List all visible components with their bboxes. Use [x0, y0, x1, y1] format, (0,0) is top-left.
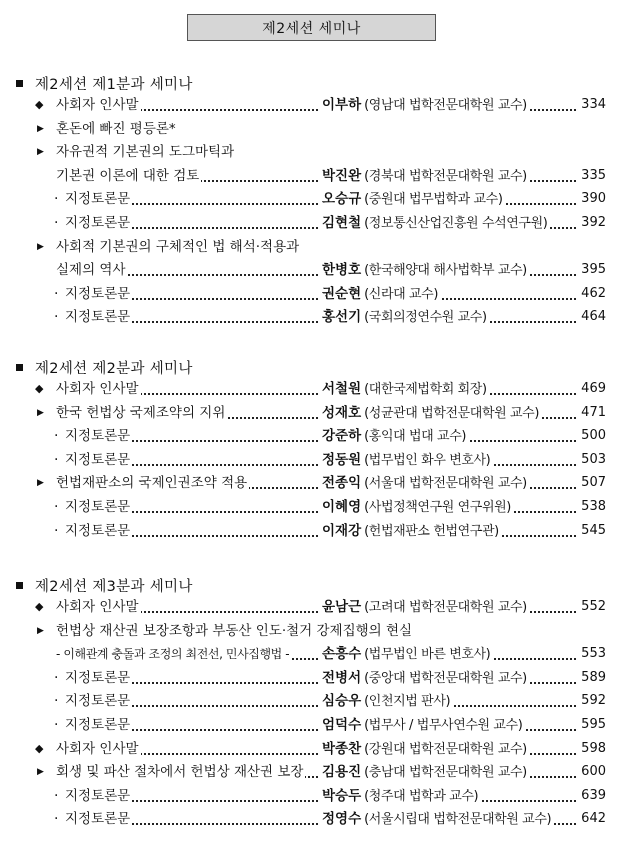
author-affiliation: (충남대 법학전문대학원 교수) — [364, 765, 527, 781]
author — [322, 95, 529, 115]
author-affiliation: (헌법재판소 헌법연구관) — [364, 523, 499, 539]
toc-entry[interactable] — [0, 166, 618, 186]
toc-entry[interactable] — [0, 597, 618, 617]
toc-entry[interactable] — [0, 668, 618, 688]
page-number[interactable]: 462 — [578, 284, 606, 304]
toc-entry[interactable] — [0, 739, 618, 759]
toc-entry[interactable] — [0, 497, 618, 517]
author-name: 박진완 — [322, 167, 362, 184]
page-number[interactable]: 598 — [578, 739, 606, 759]
page-number[interactable]: 589 — [578, 668, 606, 688]
toc-entry[interactable] — [0, 786, 618, 806]
page-number[interactable]: 507 — [578, 473, 606, 493]
diamond-bullet-icon: ◆ — [35, 98, 44, 111]
author-name: 오승규 — [322, 191, 362, 208]
author — [322, 521, 501, 541]
author — [322, 403, 541, 423]
page-number[interactable]: 500 — [578, 426, 606, 446]
triangle-bullet-icon: ▶ — [37, 478, 44, 489]
page-number[interactable]: 471 — [578, 403, 606, 423]
toc-entry[interactable] — [0, 95, 618, 115]
dot-bullet-icon: · — [54, 717, 59, 733]
dot-bullet-icon: · — [54, 693, 59, 710]
toc-entry[interactable] — [0, 644, 618, 664]
toc-entry[interactable] — [0, 379, 618, 399]
author-affiliation: (서울대 법학전문대학원 교수) — [364, 476, 527, 492]
entry-title: 지정토론문 — [65, 215, 131, 231]
author — [322, 450, 492, 470]
author-name: 손흥수 — [322, 646, 362, 663]
author-name: 홍선기 — [322, 309, 362, 326]
author-affiliation: (강원대 법학전문대학원 교수) — [364, 741, 527, 757]
square-bullet-icon — [16, 80, 23, 87]
entry-title: 지정토론문 — [65, 191, 131, 208]
entry-title: 사회자 인사말 — [56, 740, 139, 757]
page-number[interactable]: 503 — [578, 450, 606, 470]
section-heading — [16, 357, 193, 377]
triangle-bullet-icon: ▶ — [37, 123, 44, 134]
triangle-bullet-icon: ▶ — [37, 767, 44, 778]
author-affiliation: (신라대 교수) — [364, 286, 438, 302]
triangle-bullet-icon: ▶ — [37, 407, 44, 418]
author-affiliation: (중앙대 법학전문대학원 교수) — [364, 670, 527, 686]
author-name: 한병호 — [322, 262, 362, 279]
author — [322, 668, 529, 688]
page-number[interactable]: 545 — [578, 521, 606, 541]
page-number[interactable]: 395 — [578, 260, 606, 280]
author-affiliation: (법무법인 바른 변호사) — [364, 647, 491, 663]
section-heading-text: 제2세션 제2분과 세미나 — [35, 360, 193, 377]
dot-bullet-icon: · — [54, 522, 59, 539]
toc-entry[interactable] — [0, 142, 618, 162]
entry-title: 사회자 인사말 — [56, 599, 139, 615]
dot-bullet-icon: · — [54, 428, 59, 445]
dot-bullet-icon: · — [54, 285, 59, 302]
author-name: 정영수 — [322, 811, 362, 828]
dot-bullet-icon: · — [54, 787, 59, 804]
author-name: 전병서 — [322, 669, 362, 686]
section-heading-text: 제2세션 제3분과 세미나 — [35, 578, 193, 595]
dot-bullet-icon: · — [54, 191, 59, 208]
author-affiliation: (성균관대 법학전문대학원 교수) — [364, 405, 539, 421]
entry-title: 지정토론문 — [65, 428, 131, 445]
author-name: 박승두 — [322, 787, 362, 804]
author — [322, 762, 529, 782]
page-number[interactable]: 595 — [578, 715, 606, 735]
triangle-bullet-icon: ▶ — [37, 241, 44, 252]
author-affiliation: (한국해양대 해사법학부 교수) — [364, 263, 527, 279]
author — [322, 166, 529, 186]
page-number[interactable]: 390 — [578, 189, 606, 209]
toc-entry[interactable] — [0, 691, 618, 711]
toc-section — [0, 575, 618, 833]
page-number[interactable]: 392 — [578, 213, 606, 233]
entry-title: 한국 헌법상 국제조약의 지위 — [56, 404, 226, 421]
author-affiliation: (법무사 / 법무사연수원 교수) — [364, 718, 523, 733]
page-title: 제2세션 세미나 — [187, 14, 436, 41]
author — [322, 786, 480, 806]
triangle-bullet-icon: ▶ — [37, 147, 44, 158]
author — [322, 307, 489, 327]
dot-bullet-icon: · — [54, 215, 59, 231]
toc-entry[interactable] — [0, 809, 618, 829]
author-affiliation: (경북대 법학전문대학원 교수) — [364, 168, 527, 184]
author — [322, 284, 440, 304]
author-name: 성재호 — [322, 404, 362, 421]
author — [322, 691, 452, 711]
entry-title: 헌법상 재산권 보장조항과 부동산 인도·철거 강제집행의 현실 — [56, 622, 413, 639]
page-number[interactable]: 592 — [578, 691, 606, 711]
author-affiliation: (인천지법 판사) — [364, 694, 451, 710]
author — [322, 739, 529, 759]
author — [322, 379, 489, 399]
author-affiliation: (정보통신산업진흥원 수석연구원) — [364, 216, 548, 231]
page-number[interactable]: 552 — [578, 597, 606, 617]
page-number[interactable]: 464 — [578, 307, 606, 327]
section-heading — [16, 73, 193, 93]
entry-title: 사회적 기본권의 구체적인 법 해석·적용과 — [56, 238, 300, 255]
entry-title: 지정토론문 — [65, 285, 131, 302]
dot-bullet-icon: · — [54, 669, 59, 686]
section-heading — [16, 575, 193, 595]
square-bullet-icon — [16, 582, 23, 589]
diamond-bullet-icon: ◆ — [35, 741, 44, 755]
entry-title: 기본권 이론에 대한 검토 — [56, 167, 200, 184]
author-name: 김용진 — [322, 764, 362, 781]
author — [322, 260, 529, 280]
page-number[interactable]: 639 — [578, 786, 606, 806]
page-number[interactable]: 538 — [578, 497, 606, 517]
dot-bullet-icon: · — [54, 811, 59, 828]
author-name: 박종찬 — [322, 740, 362, 757]
toc-section — [0, 73, 618, 331]
section-heading-text: 제2세션 제1분과 세미나 — [35, 76, 193, 93]
page-number[interactable]: 334 — [578, 95, 606, 115]
entry-title: 지정토론문 — [65, 693, 131, 710]
author-name: 이재강 — [322, 522, 362, 539]
author-affiliation: (중원대 법무법학과 교수) — [364, 192, 503, 208]
entry-title: 지정토론문 — [65, 811, 131, 828]
dot-bullet-icon: · — [54, 451, 59, 468]
author-name: 권순현 — [322, 285, 362, 302]
toc-entry[interactable] — [0, 450, 618, 470]
square-bullet-icon — [16, 364, 23, 371]
entry-title: 자유권적 기본권의 도그마틱과 — [56, 144, 235, 161]
entry-title: 회생 및 파산 절차에서 헌법상 재산권 보장 — [56, 764, 304, 781]
page-number[interactable]: 553 — [578, 644, 606, 664]
author-name: 윤남근 — [322, 599, 362, 615]
author-name: 이혜영 — [322, 499, 362, 515]
page-number[interactable]: 335 — [578, 166, 606, 186]
entry-title: 헌법재판소의 국제인권조약 적용 — [56, 475, 248, 492]
author-affiliation: (대한국제법학회 회장) — [364, 382, 487, 397]
author-affiliation: (고려대 법학전문대학원 교수) — [364, 600, 527, 615]
diamond-bullet-icon: ◆ — [35, 382, 44, 395]
author-affiliation: (법무법인 화우 변호사) — [364, 452, 491, 468]
author — [322, 497, 513, 517]
toc-entry[interactable] — [0, 213, 618, 233]
toc-entry[interactable] — [0, 426, 618, 446]
toc-entry[interactable] — [0, 521, 618, 541]
author-affiliation: (청주대 법학과 교수) — [364, 788, 479, 804]
entry-title: 사회자 인사말 — [56, 381, 139, 397]
author-affiliation: (홍익대 법대 교수) — [364, 429, 467, 445]
diamond-bullet-icon: ◆ — [35, 600, 44, 613]
author-name: 전종익 — [322, 475, 362, 492]
author — [322, 809, 553, 829]
entry-title: 지정토론문 — [65, 787, 131, 804]
toc-entry[interactable] — [0, 119, 618, 139]
author — [322, 426, 468, 446]
page-number[interactable]: 600 — [578, 762, 606, 782]
toc-entry[interactable] — [0, 715, 618, 735]
toc-entry[interactable] — [0, 284, 618, 304]
author-name: 서철원 — [322, 381, 362, 397]
triangle-bullet-icon: ▶ — [37, 625, 44, 636]
toc-entry[interactable] — [0, 189, 618, 209]
author — [322, 715, 524, 735]
toc-entry[interactable] — [0, 403, 618, 423]
entry-title: 지정토론문 — [65, 669, 131, 686]
author — [322, 644, 492, 664]
entry-title: 지정토론문 — [65, 309, 131, 326]
toc-entry[interactable] — [0, 260, 618, 280]
author — [322, 213, 549, 233]
author — [322, 597, 529, 617]
author-name: 이부하 — [322, 97, 362, 113]
author-name: 강준하 — [322, 428, 362, 445]
author-name: 정동원 — [322, 451, 362, 468]
author-name: 심승우 — [322, 693, 362, 710]
toc-entry[interactable] — [0, 307, 618, 327]
toc-entry[interactable] — [0, 762, 618, 782]
dot-bullet-icon: · — [54, 499, 59, 515]
entry-title: - 이해관계 충돌과 조정의 최전선, 민사집행법 - — [56, 644, 291, 664]
entry-title: 지정토론문 — [65, 499, 131, 515]
author — [322, 473, 529, 493]
entry-title: 혼돈에 빠진 평등론* — [56, 120, 176, 137]
author-affiliation: (영남대 법학전문대학원 교수) — [364, 98, 527, 113]
entry-title: 지정토론문 — [65, 717, 131, 733]
author-affiliation: (사법정책연구원 연구위원) — [364, 500, 511, 515]
toc-entry[interactable] — [0, 473, 618, 493]
author-affiliation: (국회의정연수원 교수) — [364, 310, 487, 326]
toc-entry[interactable] — [0, 237, 618, 257]
author-affiliation: (서울시립대 법학전문대학원 교수) — [364, 812, 552, 828]
entry-title: 실제의 역사 — [56, 262, 126, 279]
page-number[interactable]: 469 — [578, 379, 606, 399]
entry-title: 사회자 인사말 — [56, 97, 139, 113]
entry-title: 지정토론문 — [65, 522, 131, 539]
entry-title: 지정토론문 — [65, 451, 131, 468]
author-name: 김현철 — [322, 215, 362, 231]
page-number[interactable]: 642 — [578, 809, 606, 829]
toc-entry[interactable] — [0, 621, 618, 641]
dot-bullet-icon: · — [54, 309, 59, 326]
author-name: 엄덕수 — [322, 717, 362, 733]
toc-section — [0, 357, 618, 544]
author — [322, 189, 505, 209]
